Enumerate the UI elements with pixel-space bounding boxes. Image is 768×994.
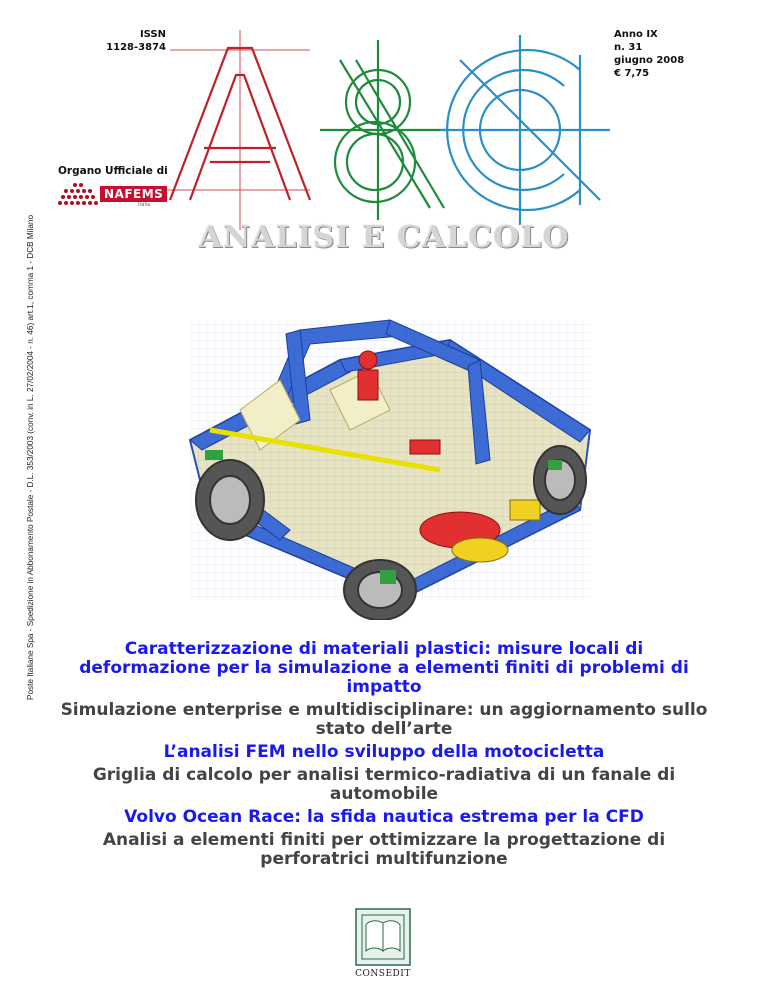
headline-plastic-materials: Caratterizzazione di materiali plastici: misure locali di deformazione per la simulazione a elementi finiti di problemi di impatto xyxy=(79,639,689,697)
nafems-dots-icon xyxy=(56,183,100,209)
postal-notice xyxy=(26,214,40,700)
headline-volvo-ocean-race: Volvo Ocean Race: la sfida nautica estrema per la CFD xyxy=(124,807,644,827)
headline-fem-drilling: Analisi a elementi finiti per ottimizzare la progettazione di perforatrici multifunzione xyxy=(102,830,666,869)
issue-date: giugno 2008 xyxy=(614,55,685,66)
headline-fem-motorcycle: L’analisi FEM nello sviluppo della motocicletta xyxy=(163,742,605,762)
issue-number: n. 31 xyxy=(614,42,643,53)
masthead-title: ANALISI E CALCOLO xyxy=(198,220,570,255)
publisher-label: CONSEDIT xyxy=(355,969,411,979)
car-fem-illustration xyxy=(150,300,630,620)
logo-a-construction xyxy=(160,30,310,230)
headline-thermal-grid: Griglia di calcolo per analisi termico-radiativa di un fanale di automobile xyxy=(92,765,676,804)
headline-list xyxy=(60,640,708,869)
headline-enterprise-simulation: Simulazione enterprise e multidisciplinare: un aggiornamento sullo stato dell’arte xyxy=(60,700,708,739)
issue-info xyxy=(614,28,704,80)
issn-block xyxy=(96,28,166,54)
issn-number: 1128-3874 xyxy=(106,42,166,53)
nafems-logo xyxy=(56,183,164,209)
nafems-sub-label: Italia xyxy=(138,202,151,208)
postal-notice-text: Poste Italiane Spa - Spedizione in Abbonamento Postale - D.L. 353/2003 (conv. in L. 27/02/2004 - n. 46) art.1, comma 1 - DCB Milano xyxy=(26,214,35,700)
consedit-book-icon xyxy=(348,905,418,969)
logo-ampersand xyxy=(320,40,450,220)
issn-label: ISSN xyxy=(139,29,166,40)
logo-letter-c xyxy=(440,35,610,225)
organo-label: Organo Ufficiale di xyxy=(58,165,168,177)
issue-year: Anno IX xyxy=(614,29,658,40)
publisher-logo xyxy=(348,905,418,985)
issue-price: € 7,75 xyxy=(614,68,650,79)
ac-logo xyxy=(160,30,620,230)
nafems-label: NAFEMS xyxy=(100,186,167,202)
